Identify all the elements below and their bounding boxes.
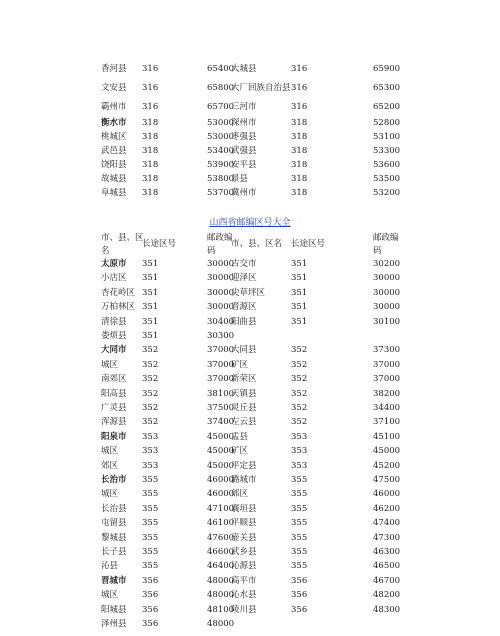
area-code-2: 352	[291, 403, 308, 413]
postcode: 53400	[207, 146, 235, 156]
place-name-2: 襄垣县	[231, 503, 257, 514]
place-name: 杏花岭区	[101, 287, 136, 298]
place-name: 万柏林区	[101, 302, 136, 313]
table-row	[0, 116, 500, 130]
area-code-2: 353	[291, 431, 308, 442]
postcode: 45000	[207, 446, 235, 457]
area-code-2: 352	[291, 388, 308, 399]
area-code-2: 356	[291, 604, 308, 615]
postcode: 37000	[207, 345, 235, 356]
area-code-2: 318	[291, 188, 308, 198]
area-code: 351	[142, 331, 159, 341]
postcode-2: 53200	[373, 188, 401, 198]
postcode: 46400	[207, 561, 235, 572]
place-name-2: 平定县	[231, 460, 257, 471]
table-row	[0, 172, 500, 186]
postcode-2: 37000	[373, 359, 401, 370]
postcode-2: 30000	[373, 273, 401, 284]
place-name: 饶阳县	[101, 160, 127, 170]
place-name: 南郊区	[101, 374, 127, 385]
place-name: 城区	[101, 590, 119, 601]
area-code: 351	[142, 316, 159, 327]
place-name-2: 安平县	[231, 160, 257, 170]
place-name-2: 大城县	[231, 64, 257, 74]
place-name: 文安县	[101, 83, 127, 93]
header-postcode-2-line1: 邮政编	[373, 233, 399, 243]
postcode-2: 47500	[373, 475, 401, 485]
area-code: 353	[142, 460, 159, 471]
place-name: 晋城市	[101, 575, 127, 586]
table-row	[0, 186, 500, 200]
area-code: 351	[142, 273, 159, 284]
header-name-2: 市、县、区名	[231, 239, 283, 249]
area-code: 356	[142, 619, 159, 629]
place-name: 广灵县	[101, 403, 127, 413]
place-name-2: 天镇县	[231, 388, 257, 399]
table-row	[0, 271, 500, 285]
table-row	[0, 531, 500, 545]
table-row	[0, 387, 500, 401]
postcode-2: 46700	[373, 575, 401, 586]
place-name: 阳高县	[101, 388, 127, 399]
area-code: 353	[142, 446, 159, 457]
table-row	[0, 257, 500, 271]
place-name: 浑源县	[101, 417, 127, 428]
area-code: 352	[142, 417, 159, 428]
place-name: 桃城区	[101, 132, 127, 142]
postcode: 30400	[207, 316, 235, 327]
place-name-2: 冀州市	[231, 188, 257, 198]
table-row	[0, 62, 500, 76]
postcode-2: 47300	[373, 532, 401, 543]
table-row	[0, 343, 500, 357]
place-name: 阳城县	[101, 604, 127, 615]
postcode-2: 30000	[373, 287, 401, 298]
area-code: 352	[142, 403, 159, 413]
area-code-2: 355	[291, 503, 308, 514]
header-postcode-line1: 邮政编	[207, 233, 233, 243]
postcode-2: 30000	[373, 302, 401, 313]
table-row	[0, 430, 500, 444]
postcode-2: 53300	[373, 146, 401, 156]
header-postcode-line2: 码	[207, 246, 216, 256]
table-row	[0, 358, 500, 372]
postcode: 47600	[207, 532, 235, 543]
postcode-2: 53100	[373, 132, 401, 142]
area-code: 318	[142, 188, 159, 198]
area-code: 351	[142, 259, 159, 269]
postcode: 30000	[207, 273, 235, 284]
area-code-2: 356	[291, 575, 308, 586]
area-code-2: 352	[291, 345, 308, 356]
place-name: 长治市	[101, 475, 127, 485]
area-code: 352	[142, 345, 159, 356]
table-row	[0, 315, 500, 329]
area-code-2: 355	[291, 532, 308, 543]
postcode-2: 37100	[373, 417, 401, 428]
postcode: 53800	[207, 174, 235, 184]
header-area-code-2: 长途区号	[291, 239, 326, 249]
place-name-2: 左云县	[231, 417, 257, 428]
area-code: 353	[142, 431, 159, 442]
header-name-line2: 名	[101, 246, 110, 256]
place-name-2: 大同县	[231, 345, 257, 356]
table-row	[0, 603, 500, 617]
area-code: 356	[142, 604, 159, 615]
postcode: 30000	[207, 259, 235, 269]
postcode-2: 37000	[373, 374, 401, 385]
postcode: 53000	[207, 118, 235, 128]
postcode-2: 48300	[373, 604, 401, 615]
area-code: 318	[142, 132, 159, 142]
header-postcode-2-line2: 码	[373, 246, 382, 256]
place-name: 故城县	[101, 174, 127, 184]
header-area-code: 长途区号	[142, 239, 177, 249]
postcode: 37500	[207, 403, 235, 413]
table-row	[0, 144, 500, 158]
place-name-2: 陵川县	[231, 604, 257, 615]
place-name: 大同市	[101, 345, 127, 356]
postcode-2: 45000	[373, 446, 401, 457]
area-code-2: 351	[291, 259, 308, 269]
postcode: 46100	[207, 518, 235, 529]
postcode: 53000	[207, 132, 235, 142]
place-name-2: 尖草坪区	[231, 287, 266, 298]
postcode: 53900	[207, 160, 235, 170]
section-title[interactable]: 山西省邮编区号大全	[209, 218, 291, 228]
place-name: 阳泉市	[101, 431, 127, 442]
postcode: 48000	[207, 575, 235, 586]
table-row	[0, 415, 500, 429]
area-code: 355	[142, 561, 159, 572]
postcode: 46000	[207, 475, 235, 485]
area-code-2: 352	[291, 417, 308, 428]
table-row	[0, 617, 500, 631]
place-name: 长治县	[101, 503, 127, 514]
place-name-2: 大厂回族自治县	[231, 83, 291, 93]
postcode-2: 65300	[373, 83, 401, 93]
place-name-2: 矿区	[231, 359, 249, 370]
place-name-2: 沁水县	[231, 590, 257, 601]
area-code-2: 318	[291, 118, 308, 128]
postcode: 48000	[207, 590, 235, 601]
area-code: 355	[142, 532, 159, 543]
place-name: 城区	[101, 359, 119, 370]
postcode-2: 30200	[373, 259, 401, 269]
postcode: 45000	[207, 460, 235, 471]
area-code: 355	[142, 547, 159, 557]
place-name: 城区	[101, 446, 119, 457]
place-name-2: 武乡县	[231, 547, 257, 557]
area-code: 352	[142, 374, 159, 385]
postcode: 37000	[207, 374, 235, 385]
area-code-2: 316	[291, 64, 308, 74]
table-row	[0, 459, 500, 473]
postcode: 65400	[207, 64, 235, 74]
table-row	[0, 487, 500, 501]
postcode-2: 46000	[373, 489, 401, 500]
place-name: 霸州市	[101, 102, 127, 112]
area-code-2: 318	[291, 160, 308, 170]
postcode-2: 48200	[373, 590, 401, 601]
postcode-2: 37300	[373, 345, 401, 356]
area-code-2: 351	[291, 302, 308, 313]
postcode-2: 38200	[373, 388, 401, 399]
postcode-2: 53500	[373, 174, 401, 184]
postcode: 48100	[207, 604, 235, 615]
area-code: 316	[142, 64, 159, 74]
place-name-2: 郊区	[231, 489, 249, 500]
place-name: 长子县	[101, 547, 127, 557]
postcode: 46600	[207, 547, 235, 557]
area-code: 355	[142, 475, 159, 485]
place-name: 泽州县	[101, 619, 127, 629]
place-name-2: 灵丘县	[231, 403, 257, 413]
area-code: 355	[142, 518, 159, 529]
postcode: 38100	[207, 388, 235, 399]
postcode: 30000	[207, 302, 235, 313]
area-code-2: 352	[291, 374, 308, 385]
place-name: 阜城县	[101, 188, 127, 198]
postcode: 45000	[207, 431, 235, 442]
area-code-2: 351	[291, 316, 308, 327]
place-name: 屯留县	[101, 518, 127, 529]
table-row	[0, 372, 500, 386]
table-row	[0, 300, 500, 314]
place-name: 城区	[101, 489, 119, 500]
area-code: 316	[142, 83, 159, 93]
postcode: 30000	[207, 287, 235, 298]
area-code-2: 353	[291, 446, 308, 457]
place-name: 香河县	[101, 64, 127, 74]
place-name-2: 古交市	[231, 259, 257, 269]
place-name: 武邑县	[101, 146, 127, 156]
place-name: 清徐县	[101, 316, 127, 327]
postcode: 46000	[207, 489, 235, 500]
area-code: 352	[142, 388, 159, 399]
place-name-2: 壶关县	[231, 532, 257, 543]
area-code-2: 355	[291, 561, 308, 572]
place-name: 黎城县	[101, 532, 127, 543]
area-code-2: 318	[291, 146, 308, 156]
area-code: 351	[142, 287, 159, 298]
area-code: 352	[142, 359, 159, 370]
place-name: 衡水市	[101, 118, 127, 128]
area-code-2: 351	[291, 287, 308, 298]
place-name-2: 盂县	[231, 431, 249, 442]
table-row	[0, 574, 500, 588]
postcode: 53700	[207, 188, 235, 198]
table-row	[0, 100, 500, 114]
table-row	[0, 130, 500, 144]
place-name-2: 潞城市	[231, 475, 257, 485]
area-code: 356	[142, 575, 159, 586]
area-code-2: 355	[291, 475, 308, 485]
table-row	[0, 81, 500, 95]
postcode-2: 46200	[373, 503, 401, 514]
area-code: 318	[142, 160, 159, 170]
postcode: 48000	[207, 619, 235, 629]
place-name: 娄烦县	[101, 331, 127, 341]
postcode: 65700	[207, 102, 235, 112]
area-code-2: 316	[291, 83, 308, 93]
postcode-2: 65900	[373, 64, 401, 74]
postcode-2: 30100	[373, 316, 401, 327]
place-name-2: 高平市	[231, 575, 257, 586]
area-code-2: 316	[291, 102, 308, 112]
place-name-2: 晋源区	[231, 302, 257, 313]
postcode: 47100	[207, 503, 235, 514]
postcode-2: 65200	[373, 102, 401, 112]
place-name-2: 景县	[231, 174, 249, 184]
table-row	[0, 444, 500, 458]
area-code-2: 352	[291, 359, 308, 370]
table-row	[0, 502, 500, 516]
place-name-2: 新荣区	[231, 374, 257, 385]
area-code: 355	[142, 489, 159, 500]
place-name-2: 阳曲县	[231, 316, 257, 327]
place-name-2: 武强县	[231, 146, 257, 156]
area-code-2: 353	[291, 460, 308, 471]
area-code: 318	[142, 118, 159, 128]
table-row	[0, 329, 500, 343]
table-row	[0, 588, 500, 602]
place-name-2: 平顺县	[231, 518, 257, 529]
postcode: 30300	[207, 331, 235, 341]
place-name-2: 深州市	[231, 118, 257, 128]
table-row	[0, 158, 500, 172]
postcode-2: 52800	[373, 118, 401, 128]
postcode-2: 45100	[373, 431, 401, 442]
postcode-2: 46500	[373, 561, 401, 572]
area-code-2: 318	[291, 174, 308, 184]
area-code-2: 356	[291, 590, 308, 601]
postcode: 65800	[207, 83, 235, 93]
postcode: 37000	[207, 359, 235, 370]
area-code: 356	[142, 590, 159, 601]
table-row	[0, 286, 500, 300]
area-code: 351	[142, 302, 159, 313]
postcode-2: 53600	[373, 160, 401, 170]
place-name: 太原市	[101, 259, 127, 269]
area-code-2: 351	[291, 273, 308, 284]
postcode: 37400	[207, 417, 235, 428]
postcode-2: 47400	[373, 518, 401, 529]
area-code-2: 318	[291, 132, 308, 142]
place-name: 郊区	[101, 460, 119, 471]
area-code: 355	[142, 503, 159, 514]
place-name-2: 枣强县	[231, 132, 257, 142]
place-name: 小店区	[101, 273, 127, 284]
place-name-2: 迎泽区	[231, 273, 257, 284]
area-code: 318	[142, 146, 159, 156]
area-code: 316	[142, 102, 159, 112]
area-code-2: 355	[291, 518, 308, 529]
table-row	[0, 545, 500, 559]
postcode-2: 45200	[373, 460, 401, 471]
area-code: 318	[142, 174, 159, 184]
area-code-2: 355	[291, 489, 308, 500]
header-name-line1: 市、县、区	[101, 233, 144, 243]
place-name-2: 三河市	[231, 102, 257, 112]
table-row	[0, 401, 500, 415]
postcode-2: 34400	[373, 403, 401, 413]
table-row	[0, 473, 500, 487]
place-name-2: 矿区	[231, 446, 249, 457]
place-name: 沁县	[101, 561, 119, 572]
table-row	[0, 559, 500, 573]
postcode-2: 46300	[373, 547, 401, 557]
area-code-2: 355	[291, 547, 308, 557]
place-name-2: 沁源县	[231, 561, 257, 572]
table-row	[0, 516, 500, 530]
